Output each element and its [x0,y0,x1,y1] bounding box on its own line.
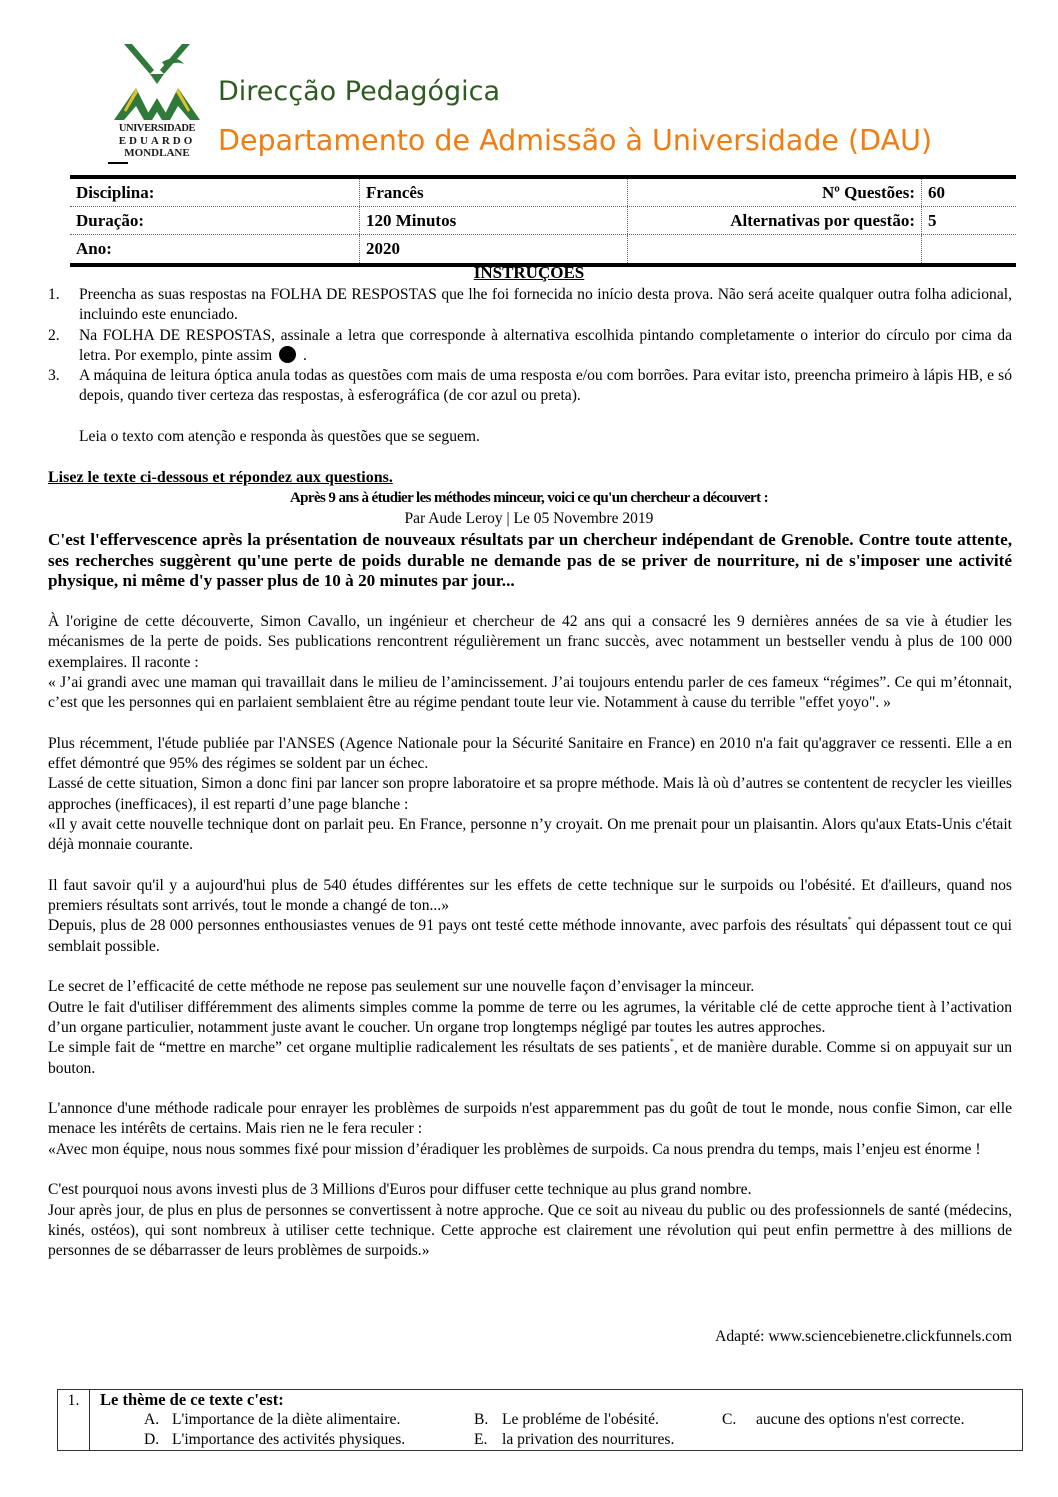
logo-emblem-icon [112,42,202,124]
option-letter: B. [474,1411,489,1428]
info-label: Disciplina: [70,179,360,206]
option-letter: D. [144,1431,160,1448]
info-value: 120 Minutos [360,207,628,234]
option-text: L'importance des activités physiques. [172,1431,406,1448]
logo-text-line: UNIVERSIDADE [118,123,196,134]
info-value: 2020 [360,235,628,263]
paragraph-text: Le simple fait de “mettre en marche” cet organe multiplie radicalement les résultats de ses patients [48,1039,670,1057]
article-headline: Après 9 ans à étudier les méthodes minceur, voici ce qu'un chercheur a découvert : [289,490,769,506]
passage-instruction: Lisez le texte ci-dessous et répondez aux questions. [48,469,393,486]
paragraph [48,1038,1012,1079]
instructions-title-text: INSTRUÇÕES [473,263,585,282]
paragraph: Lassé de cette situation, Simon a donc fini par lancer son propre laboratoire et sa propre méthode. Mais là où d’autres se contentent de recycler les vieilles approches (inefficaces), il est reparti d’une page blanche : [48,775,1012,813]
direction-title: Direcção Pedagógica [218,76,501,107]
paragraph: Il faut savoir qu'il y a aujourd'hui plus de 540 études différentes sur les effets de cette technique sur le surpoids ou l'obésité. Et d'ailleurs, quand nos premiers résultats sont arrivés, tout le monde a changé de ton...» [48,876,1012,915]
footnote-mark: * [847,915,852,925]
option-a[interactable] [144,1410,474,1430]
university-logo [108,38,206,166]
paragraph: « J’ai grandi avec une maman qui travaillait dans le milieu de l’amincissement. J’ai toujours entendu parler de ces fameux “régimes”. Ce qui m’étonnait, c’est que les personnes qui en parlaient semblaient être au régime pendant toute leur vie. Notamment à cause du terrible "effet yoyo". » [48,673,1012,712]
article-source: Adapté: www.sciencebienetre.clickfunnels.com [715,1328,1012,1345]
option-text: la privation des nourritures. [502,1431,675,1448]
filled-circle-icon [279,346,296,363]
info-row [70,179,1016,207]
instruction-item [48,285,1012,326]
instruction-text-wrap [79,326,1012,367]
option-text: Le probléme de l'obésité. [502,1411,659,1428]
option-b[interactable] [474,1410,722,1430]
instruction-text: Preencha as suas respostas na FOLHA DE RESPOSTAS que lhe foi fornecida no início desta prova. Não será aceite qualquer outra folha adicional, incluindo este enunciado. [79,286,1012,324]
question-number: 1. [58,1390,90,1450]
paragraph-text: , et de manière durable. Comme si on appuyait sur un bouton. [48,1039,1012,1077]
paragraph [48,916,1012,957]
paragraph: Plus récemment, l'étude publiée par l'ANSES (Agence Nationale pour la Sécurité Sanitaire en France) en 2010 n'a fait qu'aggraver ce ressenti. Elle a en effet démontré que 95% des régimes se soldent par un échec. [48,734,1012,773]
logo-text-line: EDUARDO [118,135,196,147]
logo-underline [108,162,128,164]
article-lead: C'est l'effervescence après la présentation de nouveaux résultats par un chercheur indépendant de Grenoble. Contre toute attente, ses recherches suggèrent qu'une perte de poids durable ne demande pas de se priver de nourriture, ni de s'imposer une activité physique, ni même d'y passer plus de 10 à 20 minutes par jour... [48,530,1012,590]
instruction-item [48,326,1012,367]
info-value: 5 [928,211,937,230]
option-e[interactable] [474,1430,722,1450]
instruction-text: Na FOLHA DE RESPOSTAS, assinale a letra que corresponde à alternativa escolhida pintando completamente o interior do círculo por cima da letra. Por exemplo, pinte assim [79,326,1012,364]
info-value: Francês [360,179,628,206]
question-options [100,1410,1022,1450]
exam-info-table [70,175,1016,267]
info-label: Nº Questões: [628,179,922,206]
info-value: 60 [928,183,945,202]
info-row [70,207,1016,235]
option-letter: A. [144,1411,160,1428]
logo-text-line: MONDLANE [124,147,190,159]
article-body [48,612,1012,1262]
article-byline: Par Aude Leroy | Le 05 Novembre 2019 [404,510,654,527]
paragraph: À l'origine de cette découverte, Simon Cavallo, un ingénieur et chercheur de 42 ans qui a consacré les 9 dernières années de sa vie à étudier les mécanismes de la perte de poids. Ses publications rencontrent régulièrement un franc succès, avec notamment un bestseller vendu à plus de 100 000 exemplaires. Il raconte : [48,613,1012,671]
footnote-mark: * [669,1037,674,1047]
paragraph-text: qui dépassent tout ce qui semblait possible. [48,917,1012,955]
department-title: Departamento de Admissão à Universidade (DAU) [218,124,933,157]
option-d[interactable] [144,1430,474,1450]
info-value [922,235,1016,263]
info-label: Duração: [70,207,360,234]
instruction-text: A máquina de leitura óptica anula todas as questões com mais de uma resposta e/ou com borrões. Para evitar isto, preencha primeiro à lápis HB, e só depois, quando tiver certeza das respostas, à esferográfica (de cor azul ou preta). [79,367,1012,405]
instruction-number: 3. [48,367,60,385]
instruction-suffix: . [302,346,307,364]
option-letter: C. [722,1411,737,1428]
paragraph: C'est pourquoi nous avons investi plus de 3 Millions d'Euros pour diffuser cette technique au plus grand nombre. [48,1181,752,1199]
info-label: Alternativas por questão: [628,207,922,234]
paragraph: L'annonce d'une méthode radicale pour enrayer les problèmes de surpoids n'est apparemment pas du goût de tout le monde, nous confie Simon, car elle menace les intérêts de certains. Mais rien ne le fera reculer : [48,1100,1012,1138]
info-label [628,235,922,263]
question-box [57,1389,1023,1451]
info-row [70,235,1016,263]
paragraph-text: Depuis, plus de 28 000 personnes enthousiastes venues de 91 pays ont testé cette méthode innovante, avec parfois des résultats [48,917,848,935]
read-note: Leia o texto com atenção e responda às questões que se seguem. [79,428,480,445]
instruction-number: 1. [48,286,60,303]
info-label: Ano: [70,235,360,263]
instructions-title [0,263,1058,283]
option-text: aucune des options n'est correcte. [756,1411,965,1428]
page-header [108,38,1038,166]
option-text: L'importance de la diète alimentaire. [172,1411,401,1428]
paragraph: «Avec mon équipe, nous nous sommes fixé pour mission d’éradiquer les problèmes de surpoids. Ca nous prendra du temps, mais l’enjeu est énorme ! [48,1140,981,1158]
paragraph: «Il y avait cette nouvelle technique dont on parlait peu. En France, personne n’y croyait. On me prenait pour un plaisantin. Alors qu'aux Etats-Unis c'était déjà monnaie courante. [48,815,1012,854]
question-body [90,1390,1022,1450]
question-stem: Le thème de ce texte c'est: [100,1390,284,1409]
option-c[interactable] [722,1410,1022,1430]
instruction-number: 2. [48,326,60,344]
option-letter: E. [474,1431,488,1448]
paragraph: Le secret de l’efficacité de cette méthode ne repose pas seulement sur une nouvelle façon d’envisager la minceur. [48,978,755,996]
paragraph: Jour après jour, de plus en plus de personnes se convertissent à notre approche. Que ce soit au niveau du public ou des professionnels de santé (médecins, kinés, ostéos), qui sont nombreux à utiliser cette technique. Cette approche est clairement une révolution qui peut enfin permettre à des millions de personnes de se débarrasser de leurs problèmes de surpoids.» [48,1201,1012,1260]
instruction-item [48,366,1012,407]
instructions-list [48,285,1012,407]
paragraph: Outre le fait d'utiliser différemment des aliments simples comme la pomme de terre ou les agrumes, la véritable clé de cette approche tient à l’activation d’un organe particulier, notamment juste avant le coucher. Un organe trop longtemps négligé par toutes les autres approches. [48,998,1012,1036]
